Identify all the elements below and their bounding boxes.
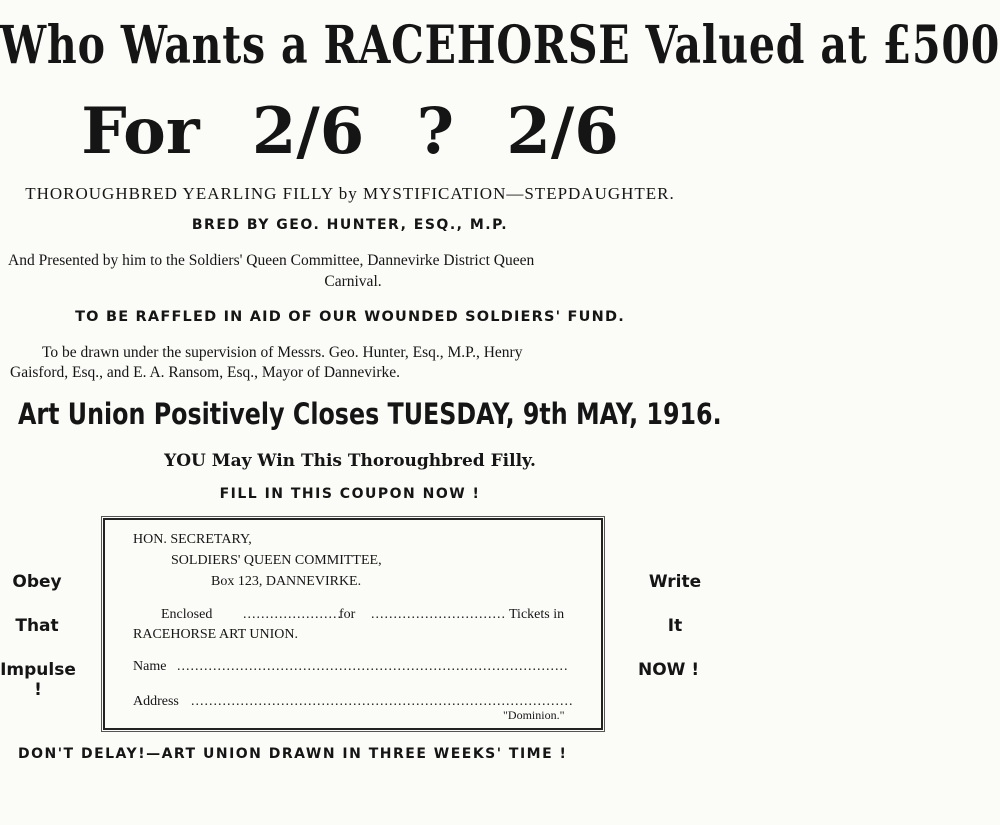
drawn-paragraph xyxy=(10,343,700,383)
raffle-line: TO BE RAFFLED IN AID OF OUR WOUNDED SOLDIERS' FUND. xyxy=(75,309,625,325)
right-slogan-1: Write xyxy=(648,572,702,592)
address-field[interactable]: ..................................................................................... xyxy=(191,694,574,709)
right-slogan-3: NOW ! xyxy=(638,660,700,680)
presented-line-2: Carnival. xyxy=(324,273,382,290)
name-field[interactable]: ....................................................................................... xyxy=(177,659,569,674)
closing-date-line: Art Union Positively Closes TUESDAY, 9th MAY, 1916. xyxy=(18,397,722,431)
coupon-prompt: FILL IN THIS COUPON NOW ! xyxy=(219,486,481,502)
price-headline: For 2/6 ? 2/6 xyxy=(81,94,619,169)
presented-paragraph xyxy=(8,250,698,292)
headline: Who Wants a RACEHORSE Valued at £500 xyxy=(0,15,1000,76)
right-slogan-2: It xyxy=(667,616,683,636)
tickets-field[interactable]: .............................. xyxy=(371,607,506,622)
left-slogan-1: Obey xyxy=(12,572,62,592)
name-label: Name xyxy=(133,659,167,674)
source-credit: "Dominion." xyxy=(503,708,565,722)
enclosed-label: Enclosed xyxy=(161,607,213,622)
for-label: for xyxy=(339,607,356,622)
footer-line: DON'T DELAY!—ART UNION DRAWN IN THREE WEEKS' TIME ! xyxy=(18,746,568,762)
drawn-line-2: Gaisford, Esq., and E. A. Ransom, Esq., Mayor of Dannevirke. xyxy=(10,364,401,381)
horse-description: THOROUGHBRED YEARLING FILLY by MYSTIFICATION—STEPDAUGHTER. xyxy=(25,184,675,203)
drawn-line-1: To be drawn under the supervision of Messrs. Geo. Hunter, Esq., M.P., Henry xyxy=(42,344,523,361)
presented-line-1: And Presented by him to the Soldiers' Queen Committee, Dannevirke District Queen xyxy=(8,252,535,269)
coupon-address-2: SOLDIERS' QUEEN COMMITTEE, xyxy=(171,553,382,568)
address-label: Address xyxy=(133,694,179,709)
coupon-address-1: HON. SECRETARY, xyxy=(133,532,252,547)
coupon-address-3: Box 123, DANNEVIRKE. xyxy=(211,574,362,589)
left-slogan-2: That xyxy=(15,616,59,636)
coupon-box xyxy=(103,518,603,730)
left-slogan-3: Impulse ! xyxy=(0,660,76,700)
win-line: YOU May Win This Thoroughbred Filly. xyxy=(164,451,536,471)
art-union-label: RACEHORSE ART UNION. xyxy=(133,627,298,642)
enclosed-field[interactable]: ...................... xyxy=(243,607,342,622)
bred-by-line: BRED BY GEO. HUNTER, ESQ., M.P. xyxy=(191,217,509,233)
tickets-label: Tickets in xyxy=(509,607,565,622)
